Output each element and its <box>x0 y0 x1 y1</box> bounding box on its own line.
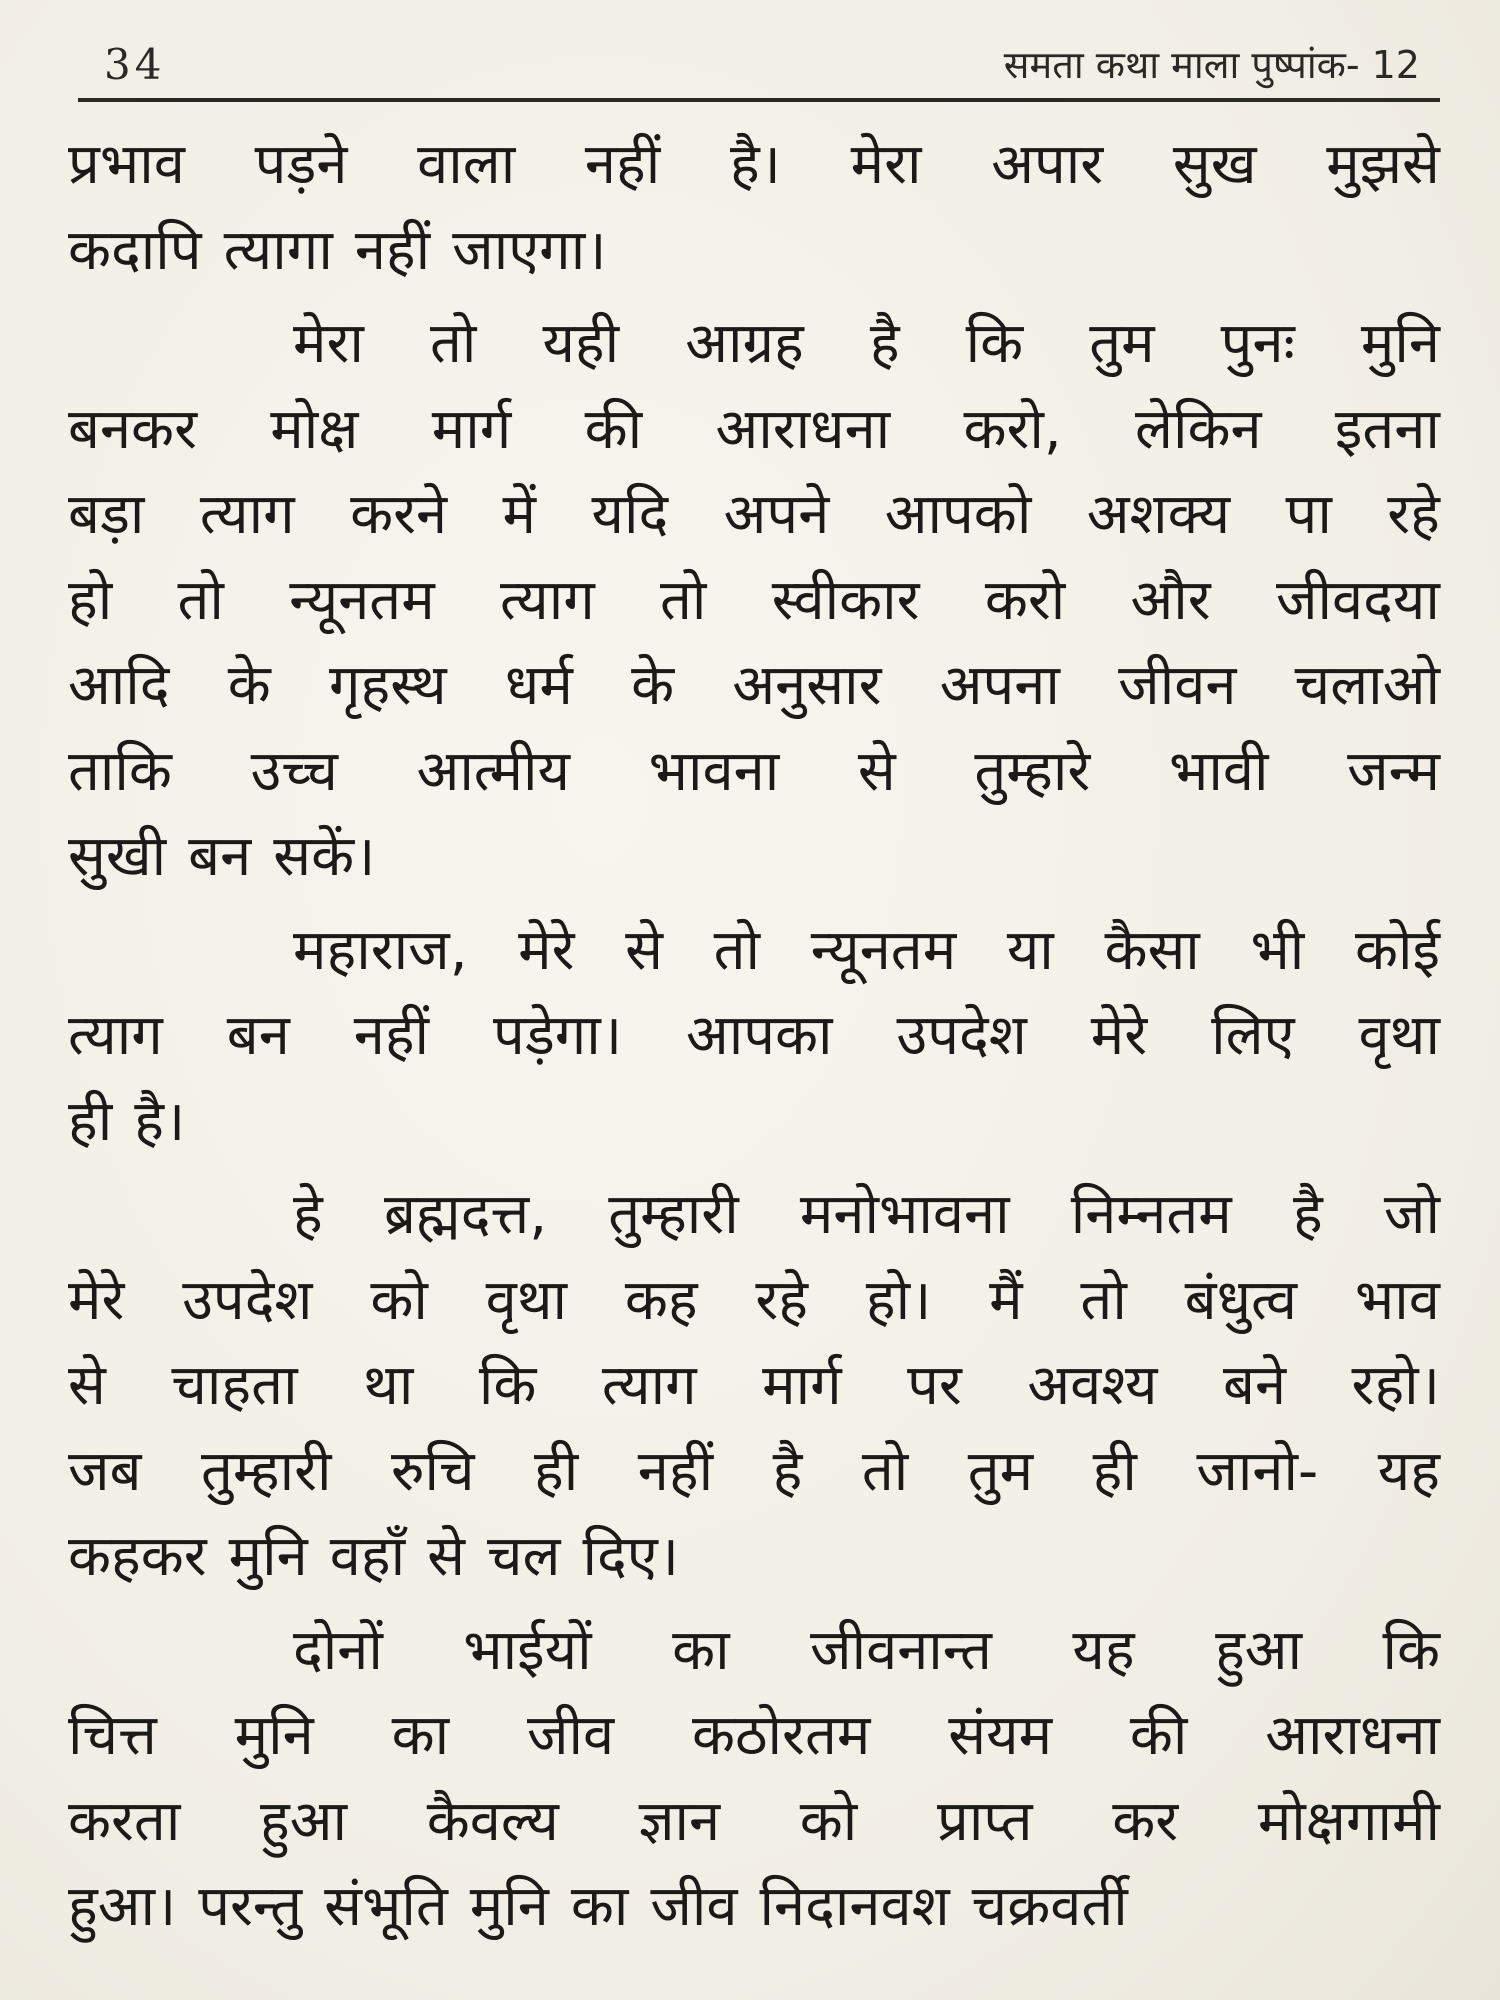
word: जीवन <box>1118 653 1237 718</box>
word: चक्रवर्ती <box>971 1874 1128 1939</box>
text-line <box>68 472 1440 558</box>
word: ही <box>68 1088 113 1154</box>
word: नहीं <box>354 217 431 283</box>
word: उपदेश <box>182 1267 313 1333</box>
word: कहकर <box>68 1524 207 1589</box>
word: पुनः <box>1220 311 1295 376</box>
word: कदापि <box>68 217 202 283</box>
word: हुआ <box>260 1788 347 1854</box>
word: लिए <box>1211 1003 1295 1068</box>
word: तुम्हारी <box>608 1182 739 1247</box>
word: मुनि <box>469 1874 549 1939</box>
text-line <box>68 1172 1440 1258</box>
word: अवश्य <box>1027 1353 1158 1418</box>
word: त्याग <box>199 482 295 547</box>
word: से <box>68 1353 106 1418</box>
word: उच्च <box>250 738 338 804</box>
word: भाव <box>1354 1267 1440 1333</box>
word: है <box>869 311 900 376</box>
text-line <box>68 643 1440 729</box>
word: मोक्षगामी <box>1257 1788 1440 1854</box>
word: त्यागा <box>223 217 333 283</box>
word: के <box>227 653 271 718</box>
word: से <box>625 917 664 983</box>
word: से <box>857 738 896 804</box>
word: तो <box>660 567 707 633</box>
word: वृथा <box>485 1267 568 1333</box>
word: प्राप्त <box>936 1788 1033 1854</box>
word: लेकिन <box>1135 396 1262 462</box>
word: अपने <box>723 482 830 547</box>
text-line <box>68 1429 1440 1515</box>
text-line <box>68 1343 1440 1429</box>
word: है। <box>134 1088 186 1154</box>
word: के <box>631 653 675 718</box>
text-line <box>68 1079 1440 1165</box>
word: प्रभाव <box>68 132 185 197</box>
word: तो <box>861 1438 909 1504</box>
word: है। <box>729 132 781 197</box>
word: न्यूनतम <box>810 917 957 983</box>
word: संभूति <box>324 1874 448 1939</box>
word: चल <box>486 1524 561 1589</box>
word: अनुसार <box>732 653 882 718</box>
word: वाला <box>417 132 516 197</box>
text-line <box>68 1779 1440 1865</box>
text-line <box>68 558 1440 644</box>
word: तो <box>429 311 477 376</box>
paragraph-gap <box>68 293 1440 301</box>
word: त्याग <box>499 567 595 633</box>
word: मुनि <box>228 1524 308 1589</box>
word: जीवनान्त <box>810 1617 992 1683</box>
word: ज्ञान <box>638 1788 721 1854</box>
paragraph-gap <box>68 1164 1440 1172</box>
word: सुखी <box>68 824 167 889</box>
word: की <box>584 396 643 462</box>
word: तो <box>1080 1267 1127 1333</box>
text-line <box>68 908 1440 994</box>
word: भाईयों <box>463 1617 592 1683</box>
word: का <box>672 1617 730 1683</box>
word: नहीं <box>353 1003 430 1068</box>
word: दोनों <box>293 1617 383 1683</box>
word: कर <box>1112 1788 1179 1854</box>
word: ही <box>534 1438 579 1504</box>
word: आत्मीय <box>416 738 571 804</box>
word: को <box>370 1267 428 1333</box>
page-header <box>78 30 1440 100</box>
word: संयम <box>948 1703 1053 1768</box>
word: है <box>772 1438 803 1504</box>
word: हो। <box>865 1267 932 1333</box>
word: करो, <box>963 396 1062 462</box>
word: पड़ने <box>254 132 348 197</box>
word: इतना <box>1334 396 1440 462</box>
word: कोई <box>1354 917 1440 983</box>
word: करने <box>350 482 448 547</box>
text-line <box>68 208 1440 294</box>
word: अपना <box>939 653 1060 718</box>
word: मैं <box>989 1267 1023 1333</box>
word: जाएगा। <box>452 217 607 283</box>
word: मेरा <box>293 311 364 376</box>
word: नहीं <box>637 1438 714 1504</box>
word: कैवल्य <box>426 1788 559 1854</box>
word: को <box>799 1788 858 1854</box>
paragraph <box>68 908 1440 1165</box>
word: जीव <box>650 1874 738 1939</box>
word: की <box>1129 1703 1188 1768</box>
word: अशक्य <box>1086 482 1231 547</box>
page-number: 34 <box>104 40 166 89</box>
text-line <box>68 729 1440 815</box>
word: परन्तु <box>198 1874 303 1939</box>
word: या <box>1006 917 1054 983</box>
word: ही <box>1092 1438 1137 1504</box>
word: मुनि <box>1360 311 1440 376</box>
word: यह <box>1072 1617 1135 1683</box>
header-rule <box>78 98 1440 102</box>
word: स्वीकार <box>771 567 920 633</box>
word: निदानवश <box>759 1874 950 1939</box>
word: हो <box>68 567 113 633</box>
word: है <box>1292 1182 1323 1247</box>
word: था <box>363 1353 414 1418</box>
word: मार्ग <box>431 396 512 462</box>
word: दिए। <box>582 1524 679 1589</box>
word: यह <box>1377 1438 1440 1504</box>
word: कि <box>1382 1617 1440 1683</box>
text-line <box>68 993 1440 1079</box>
word: आराधना <box>1265 1703 1440 1768</box>
word: कठोरतम <box>692 1703 871 1768</box>
text-line <box>68 814 1440 900</box>
word: आपका <box>686 1003 833 1068</box>
word: हे <box>293 1182 323 1247</box>
word: भावना <box>648 738 780 804</box>
word: चलाओ <box>1294 653 1440 718</box>
paragraph-gap <box>68 900 1440 908</box>
word: आपको <box>884 482 1032 547</box>
word: बन <box>226 1003 290 1068</box>
word: न्यूनतम <box>289 567 435 633</box>
word: बड़ा <box>68 482 145 547</box>
word: मेरे <box>518 917 575 983</box>
word: आग्रह <box>685 311 804 376</box>
word: नहीं <box>584 132 661 197</box>
body-text <box>68 122 1440 1950</box>
word: मार्ग <box>762 1353 842 1418</box>
word: बंधुत्व <box>1184 1267 1298 1333</box>
word: भावी <box>1168 738 1269 804</box>
word: भी <box>1250 917 1305 983</box>
word: ताकि <box>68 738 172 804</box>
paragraph <box>68 1608 1440 1950</box>
word: निम्नतम <box>1070 1182 1232 1247</box>
word: कि <box>478 1353 537 1418</box>
word: जो <box>1383 1182 1440 1247</box>
word: का <box>391 1703 450 1768</box>
word: चाहता <box>171 1353 298 1418</box>
text-line <box>68 387 1440 473</box>
word: का <box>570 1874 629 1939</box>
word: तुम्हारी <box>201 1438 332 1504</box>
word: से <box>427 1524 465 1589</box>
text-line <box>68 1693 1440 1779</box>
word: में <box>502 482 537 547</box>
word: बने <box>1223 1353 1287 1418</box>
word: रुचि <box>390 1438 475 1504</box>
word: जानो- <box>1196 1438 1319 1504</box>
text-line <box>68 301 1440 387</box>
text-line <box>68 1608 1440 1694</box>
word: महाराज, <box>293 917 468 983</box>
paragraph <box>68 122 1440 293</box>
word: त्याग <box>601 1353 697 1418</box>
word: मेरा <box>850 132 922 197</box>
word: कैसा <box>1104 917 1200 983</box>
word: तो <box>177 567 224 633</box>
word: पड़ेगा। <box>493 1003 623 1068</box>
word: ब्रह्मदत्त, <box>383 1182 548 1247</box>
text-line <box>68 1514 1440 1600</box>
word: वहाँ <box>329 1524 406 1589</box>
word: करो <box>984 567 1066 633</box>
word: हुआ। <box>68 1874 177 1939</box>
word: त्याग <box>68 1003 163 1068</box>
text-line <box>68 1864 1440 1950</box>
paragraph <box>68 301 1440 900</box>
word: मेरे <box>68 1267 125 1333</box>
text-line <box>68 1258 1440 1344</box>
word: सकें। <box>273 824 376 889</box>
word: तुम <box>967 1438 1034 1504</box>
paragraph <box>68 1172 1440 1600</box>
word: पर <box>907 1353 962 1418</box>
word: कि <box>965 311 1024 376</box>
word: बनकर <box>68 396 197 462</box>
word: रहो। <box>1351 1353 1440 1418</box>
paragraph-gap <box>68 1600 1440 1608</box>
word: मनोभावना <box>799 1182 1010 1247</box>
word: धर्म <box>504 653 573 718</box>
word: यही <box>542 311 620 376</box>
word: बन <box>188 824 252 889</box>
word: तो <box>713 917 761 983</box>
word: तुम्हारे <box>974 738 1091 804</box>
word: करता <box>68 1788 181 1854</box>
word: आदि <box>68 653 170 718</box>
word: तुम <box>1089 311 1155 376</box>
word: अपार <box>991 132 1104 197</box>
word: वृथा <box>1358 1003 1440 1068</box>
word: मुझसे <box>1326 132 1440 197</box>
word: चित्त <box>68 1703 157 1768</box>
word: हुआ <box>1215 1617 1303 1683</box>
word: और <box>1130 567 1211 633</box>
word: पा <box>1285 482 1332 547</box>
word: रहे <box>1387 482 1440 547</box>
word: उपदेश <box>896 1003 1027 1068</box>
word: सुख <box>1172 132 1257 197</box>
word: जब <box>68 1438 142 1504</box>
word: आराधना <box>715 396 891 462</box>
word: मुनि <box>234 1703 314 1768</box>
word: गृहस्थ <box>328 653 447 718</box>
word: कह <box>624 1267 698 1333</box>
word: मेरे <box>1090 1003 1148 1068</box>
text-line <box>68 122 1440 208</box>
running-title: समता कथा माला पुष्पांक- 12 <box>1003 43 1420 87</box>
word: जीवदया <box>1275 567 1440 633</box>
word: जन्म <box>1347 738 1440 804</box>
word: जीव <box>526 1703 615 1768</box>
word: मोक्ष <box>270 396 359 462</box>
word: यदि <box>591 482 669 547</box>
word: रहे <box>755 1267 809 1333</box>
